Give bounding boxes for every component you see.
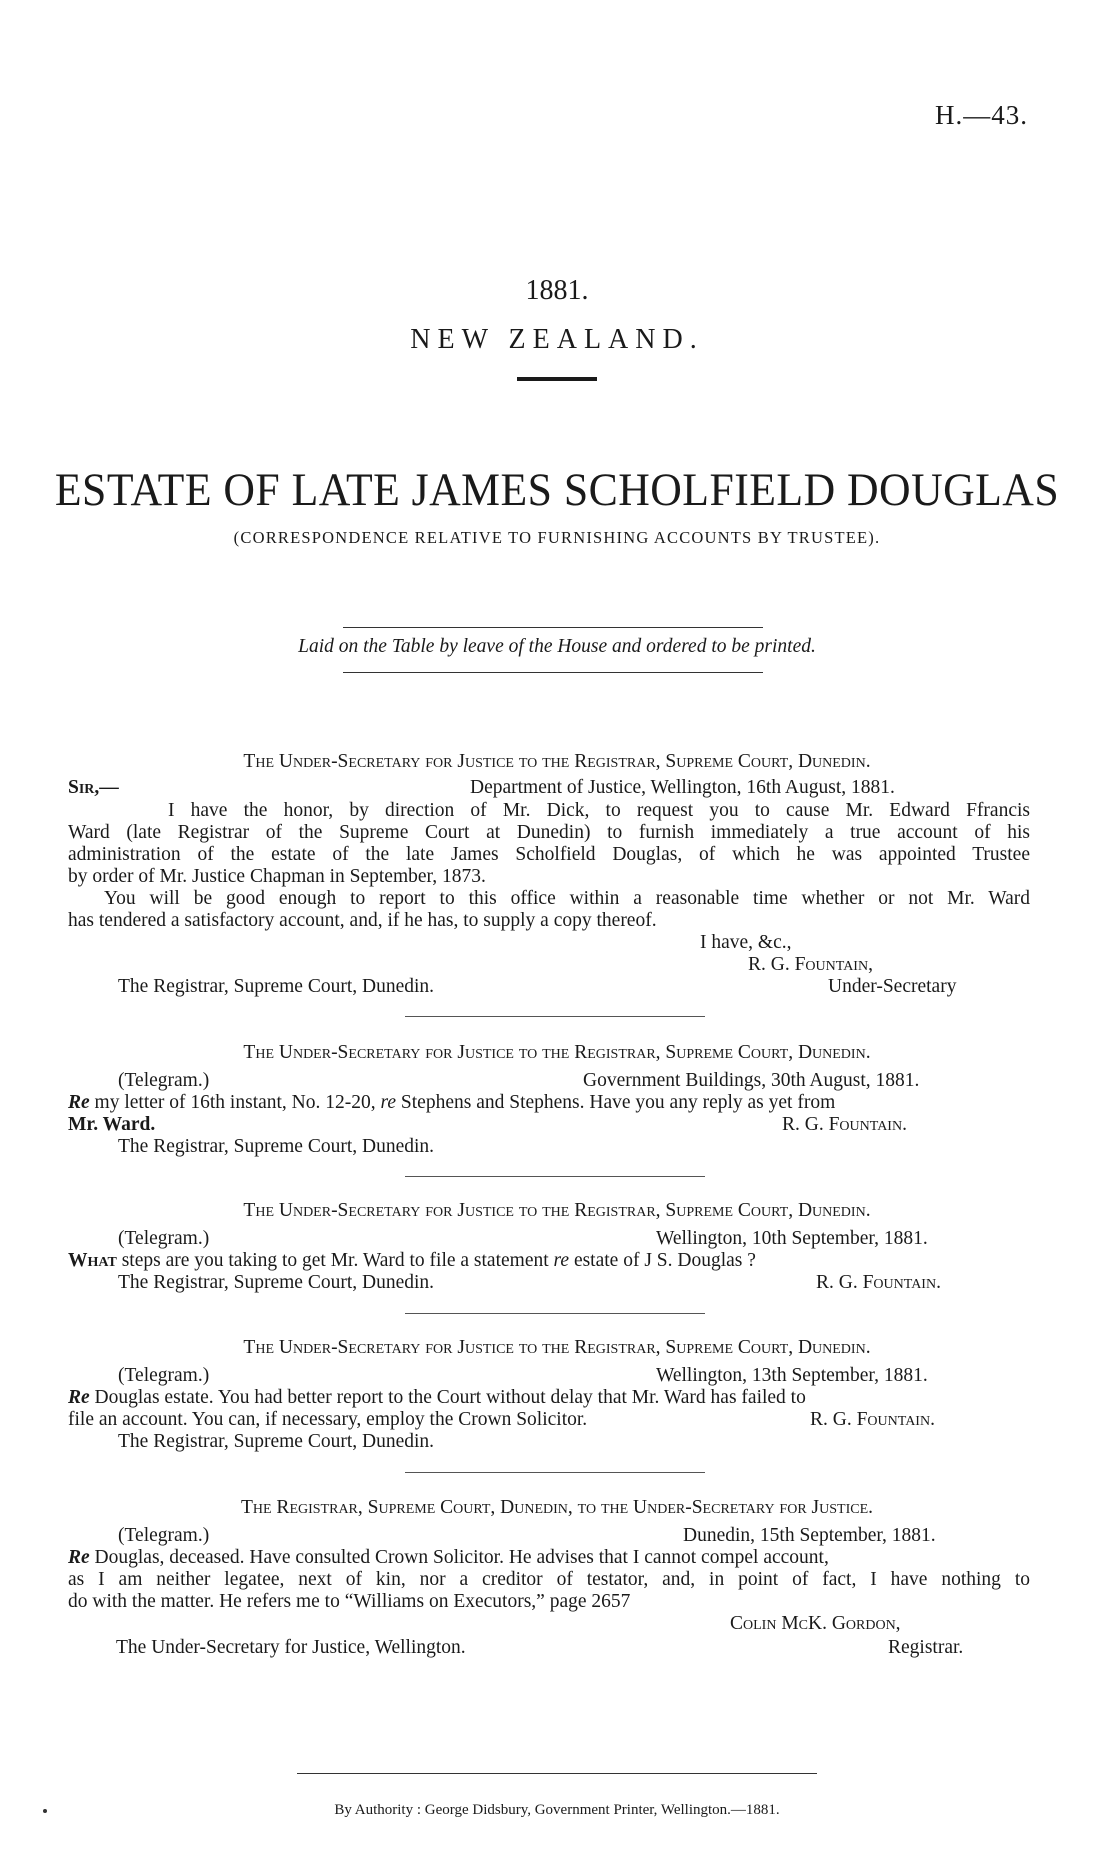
letter5-body-line-2: as I am neither legatee, next of kin, nor a creditor of testator, and, in point of fact, I have nothing to [68, 1569, 1030, 1590]
letter2-re2: re [380, 1092, 397, 1113]
letter5-body-line-1 [68, 1548, 829, 1568]
letter1-body-line-1: I have the honor, by direction of Mr. Dick, to request you to cause Mr. Edward Ffrancis [168, 800, 1030, 821]
letter1-body-line-3: administration of the estate of the late James Scholfield Douglas, of which he was appointed Trustee [68, 844, 1030, 865]
laid-rule-top [343, 627, 763, 628]
letter4-heading: The Under-Secretary for Justice to the Registrar, Supreme Court, Dunedin. [243, 1337, 871, 1358]
letter2-type: (Telegram.) [118, 1070, 210, 1091]
letter3-body-line [68, 1251, 756, 1271]
letter1-signer: R. G. Fountain, [748, 954, 873, 975]
letter2-body-line-2: Mr. Ward. [68, 1114, 156, 1135]
letter1-body2-line-2: has tendered a satisfactory account, and, if he has, to supply a copy thereof. [68, 910, 657, 931]
letter5-type: (Telegram.) [118, 1525, 210, 1546]
letter2-addressee: The Registrar, Supreme Court, Dunedin. [118, 1136, 435, 1157]
letter3-addressee: The Registrar, Supreme Court, Dunedin. [118, 1272, 435, 1293]
letter2-heading: The Under-Secretary for Justice to the Registrar, Supreme Court, Dunedin. [243, 1042, 871, 1063]
letter3-lead: What [68, 1250, 117, 1271]
separator-3 [405, 1313, 705, 1314]
letter3-type: (Telegram.) [118, 1228, 210, 1249]
letter1-addressee: The Registrar, Supreme Court, Dunedin. [118, 976, 435, 997]
letter2-dateline: Government Buildings, 30th August, 1881. [583, 1070, 920, 1091]
letter2-body-1a: my letter of 16th instant, No. 12-20, [94, 1092, 376, 1113]
letter4-addressee: The Registrar, Supreme Court, Dunedin. [118, 1431, 435, 1452]
letter3-heading: The Under-Secretary for Justice to the Registrar, Supreme Court, Dunedin. [243, 1200, 871, 1221]
separator-1 [405, 1016, 705, 1017]
letter1-body2-line-1: You will be good enough to report to this office within a reasonable time whether or not Mr. Ward [104, 888, 1030, 909]
country: NEW ZEALAND. [410, 324, 704, 355]
letter5-body-1: Douglas, deceased. Have consulted Crown Solicitor. He advises that I cannot compel account, [94, 1547, 829, 1568]
document-subtitle: (CORRESPONDENCE RELATIVE TO FURNISHING ACCOUNTS BY TRUSTEE). [233, 528, 881, 547]
separator-2 [405, 1176, 705, 1177]
letter2-body-1b: Stephens and Stephens. Have you any reply as yet from [400, 1092, 836, 1113]
letter5-heading: The Registrar, Supreme Court, Dunedin, to the Under-Secretary for Justice. [240, 1497, 874, 1518]
letter1-heading: The Under-Secretary for Justice to the Registrar, Supreme Court, Dunedin. [243, 751, 871, 772]
letter1-signer-title: Under-Secretary [828, 976, 957, 997]
letter2-body-line-1 [68, 1093, 835, 1113]
page-reference: H.—43. [935, 100, 1028, 130]
letter4-type: (Telegram.) [118, 1365, 210, 1386]
letter4-signer: R. G. Fountain. [810, 1409, 935, 1430]
letter4-body-1: Douglas estate. You had better report to the Court without delay that Mr. Ward has failed to [94, 1387, 806, 1408]
letter1-salutation: Sir,— [68, 777, 119, 798]
separator-4 [405, 1472, 705, 1473]
letter4-body-line-2: file an account. You can, if necessary, employ the Crown Solicitor. [68, 1409, 588, 1430]
footer-rule [297, 1773, 817, 1774]
letter3-signer: R. G. Fountain. [816, 1272, 941, 1293]
letter3-dateline: Wellington, 10th September, 1881. [656, 1228, 928, 1249]
letter5-signer-title: Registrar. [888, 1637, 964, 1658]
letter3-body-b: estate of J S. Douglas ? [573, 1250, 756, 1271]
document-title: ESTATE OF LATE JAMES SCHOLFIELD DOUGLAS [54, 464, 1060, 516]
letter5-re: Re [68, 1547, 90, 1568]
printer-authority: By Authority : George Didsbury, Government Printer, Wellington.—1881. [334, 1802, 780, 1818]
letter3-body-a: steps are you taking to get Mr. Ward to file a statement [121, 1250, 549, 1271]
letter1-closing: I have, &c., [700, 932, 792, 953]
letter3-re: re [553, 1250, 570, 1271]
letter1-body-line-4: by order of Mr. Justice Chapman in September, 1873. [68, 866, 486, 887]
title-divider [517, 377, 597, 381]
letter5-dateline: Dunedin, 15th September, 1881. [683, 1525, 936, 1546]
year: 1881. [525, 275, 589, 306]
laid-on-table-note: Laid on the Table by leave of the House and ordered to be printed. [298, 636, 816, 657]
letter2-signer: R. G. Fountain. [782, 1114, 907, 1135]
letter5-signer: Colin McK. Gordon, [730, 1613, 901, 1634]
laid-rule-bottom [343, 672, 763, 673]
letter4-re: Re [68, 1387, 90, 1408]
letter5-addressee: The Under-Secretary for Justice, Wellington. [116, 1637, 466, 1658]
letter1-dateline: Department of Justice, Wellington, 16th August, 1881. [470, 777, 895, 798]
letter4-dateline: Wellington, 13th September, 1881. [656, 1365, 928, 1386]
letter4-body-line-1 [68, 1388, 806, 1408]
letter5-body-line-3: do with the matter. He refers me to “Williams on Executors,” page 2657 [68, 1591, 631, 1612]
letter2-re: Re [68, 1092, 90, 1113]
letter1-body-line-2: Ward (late Registrar of the Supreme Court at Dunedin) to furnish immediately a true account of his [68, 822, 1030, 843]
